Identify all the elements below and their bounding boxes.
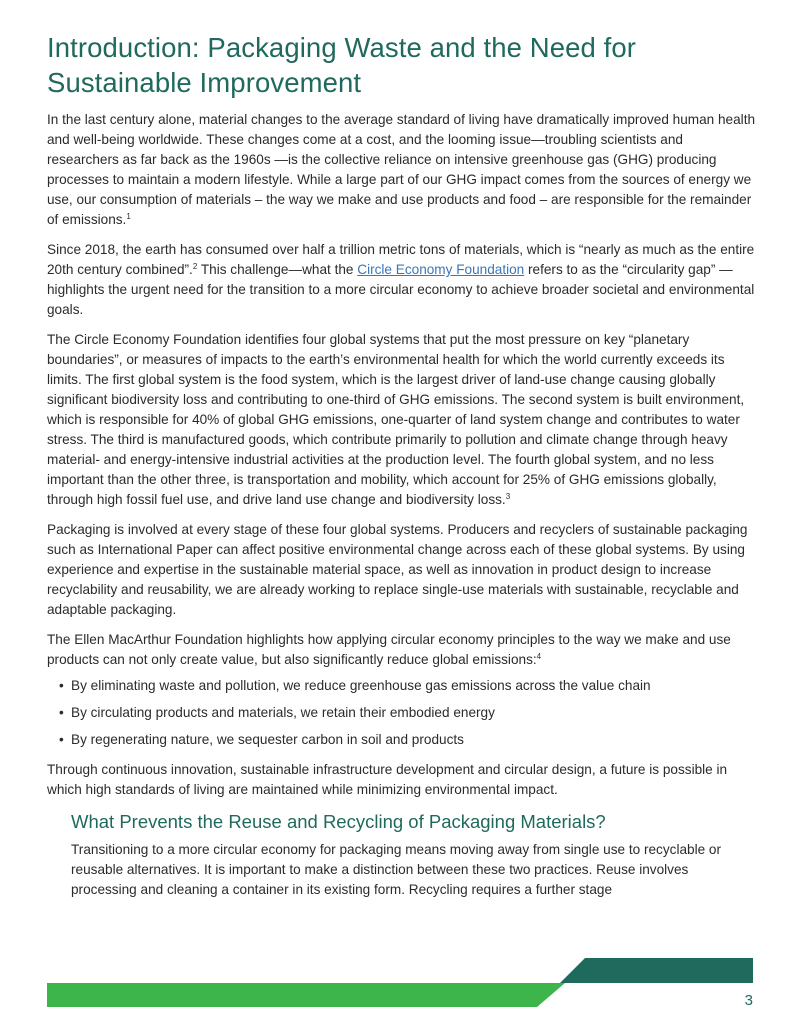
paragraph-text: refers to as the “circularity gap” — highlights the urgent need for the transition to a more circular economy to achieve broader societal and environmental goals. (47, 262, 755, 317)
paragraph-materials (47, 240, 757, 320)
circle-economy-link[interactable]: Circle Economy Foundation (357, 262, 525, 277)
paragraph-text: This challenge—what the (197, 262, 358, 277)
bullet-icon: • (59, 678, 64, 693)
page-content (47, 30, 757, 910)
paragraph-transition: Transitioning to a more circular economy for packaging means moving away from single use to recyclable or reusable alternatives. It is important to make a distinction between these two practices. Reuse involves processing and cleaning a container in its existing form. Recycling requires a further stage (71, 842, 722, 897)
paragraph-text: In the last century alone, material changes to the average standard of living have dramatically improved human health and well-being worldwide. These changes come at a cost, and the looming issue—troubling scientists and researchers as far back as the 1960s —is the collective reliance on intensive greenhouse gas (GHG) producing processes to maintain a modern lifestyle. While a large part of our GHG impact comes from the sources of energy we use, our consumption of materials – the way we make and use products and food – are responsible for the remainder of emissions. (47, 112, 756, 227)
benefits-list (47, 676, 757, 750)
paragraph-text: The Ellen MacArthur Foundation highlights how applying circular economy principles to the way we make and use products can not only create value, but also significantly reduce global emissions: (47, 632, 731, 667)
page-title: Introduction: Packaging Waste and the Need for Sustainable Improvement (47, 32, 637, 98)
paragraph-text: Packaging is involved at every stage of these four global systems. Producers and recyclers of sustainable packaging such as International Paper can affect positive environmental change across each of these global systems. By using experience and expertise in the sustainable material space, as well as innovation in product design to increase recyclability and reusability, we are already working to replace single-use materials with sustainable, recyclable and (47, 522, 748, 597)
bullet-icon: • (59, 732, 64, 747)
list-item-text: By circulating products and materials, we retain their embodied energy (71, 705, 495, 720)
footnote-ref[interactable]: 2 (192, 262, 198, 271)
list-item (59, 676, 757, 696)
list-item-text: By eliminating waste and pollution, we reduce greenhouse gas emissions across the value chain (71, 678, 651, 693)
list-item (59, 730, 757, 750)
bullet-icon: • (59, 705, 64, 720)
footer-decoration (0, 955, 800, 1010)
paragraph-text: adaptable packaging. (47, 602, 177, 617)
list-item (59, 703, 757, 723)
section-subheading: What Prevents the Reuse and Recycling of Packaging Materials? (71, 811, 606, 832)
page-number: 3 (744, 992, 753, 1009)
paragraph-global-systems (47, 330, 757, 510)
paragraph-packaging (47, 520, 757, 620)
dark-green-bar (560, 958, 753, 983)
paragraph-ellen-macarthur (47, 630, 757, 670)
paragraph-intro (47, 110, 757, 230)
footnote-ref[interactable]: 3 (505, 492, 511, 501)
footnote-ref[interactable]: 1 (126, 212, 131, 221)
paragraph-text: The Circle Economy Foundation identifies four global systems that put the most pressure on key “planetary boundaries”, or measures of impacts to the earth’s environmental health for which the world currently exceeds its limits. The first global system is the food system, which is the largest driver of land-use change causing globally significant biodiversity loss and contributing to one-third of GHG emissions. The second system is built environment, which is responsible for 40% of global GHG emissions, one-quarter of land system change and contributes to water stress. The third is manufactured goods, which contribute primarily to pollution and climate change through heavy material- and energy-intensive industrial activities at the production level. The fourth global system, and no less important than the other three, is transportation and mobility, which account for 25% of GHG emissions globally, through high fossil fuel use, and drive land use change and biodiversity loss. (47, 332, 745, 507)
paragraph-future: Through continuous innovation, sustainable infrastructure development and circular design, a future is possible in which high standards of living are maintained while minimizing environmental impact. (47, 762, 728, 797)
light-green-bar (47, 983, 565, 1007)
list-item-text: By regenerating nature, we sequester carbon in soil and products (71, 732, 464, 747)
footnote-ref[interactable]: 4 (536, 652, 542, 661)
paragraph-text: Since 2018, the earth has consumed over half a trillion metric tons of materials, which is “nearly as much as the entire 20th century combined”. (47, 242, 755, 277)
